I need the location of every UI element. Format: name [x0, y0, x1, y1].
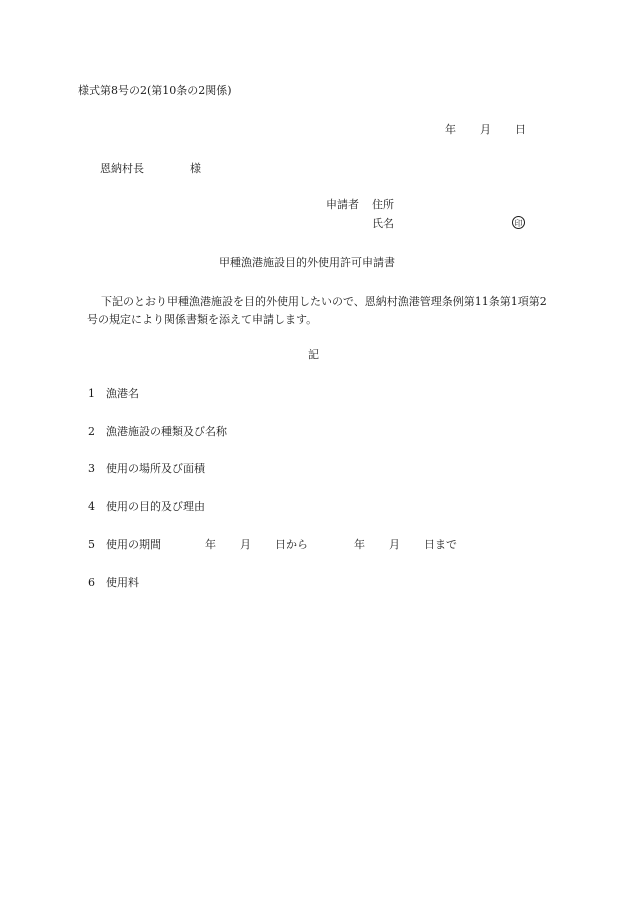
addressee — [100, 162, 201, 176]
item-label: 漁港施設の種類及び名称 — [106, 425, 227, 438]
item-usage-fee — [88, 576, 139, 590]
body-text: 下記のとおり甲種漁港施設を目的外使用したいので、恩納村漁港管理条例第11条第1項第2号の規定により関係書類を添えて申請します。 — [87, 295, 547, 326]
item-number: 4 — [88, 500, 95, 513]
item-label: 漁港名 — [106, 387, 139, 400]
seal-icon: 印 — [512, 216, 525, 229]
date-month: 月 — [480, 123, 491, 136]
period-from-year: 年 — [205, 538, 216, 551]
addressee-honorific: 様 — [190, 162, 201, 175]
item-usage-period — [88, 538, 457, 552]
item-location-area — [88, 462, 205, 476]
period-from-month: 月 — [240, 538, 251, 551]
date-day: 日 — [515, 123, 526, 136]
item-label: 使用の目的及び理由 — [106, 500, 205, 513]
form-number: 様式第8号の2(第10条の2関係) — [78, 84, 232, 97]
item-label: 使用の場所及び面積 — [106, 462, 205, 475]
period-to-year: 年 — [354, 538, 365, 551]
item-number: 6 — [88, 576, 95, 589]
item-number: 1 — [88, 387, 95, 400]
date-year: 年 — [445, 123, 456, 136]
period-to-day: 日まで — [424, 538, 457, 551]
period-to-month: 月 — [389, 538, 400, 551]
addressee-name: 恩納村長 — [100, 162, 144, 175]
name-label: 氏名 — [372, 217, 394, 230]
item-number: 2 — [88, 425, 95, 438]
applicant-label: 申請者 — [326, 198, 359, 211]
item-harbor-name — [88, 387, 139, 401]
address-label: 住所 — [372, 198, 394, 211]
item-label: 使用料 — [106, 576, 139, 589]
ki-heading: 記 — [308, 348, 319, 361]
period-from-day: 日から — [275, 538, 308, 551]
item-facility-type — [88, 425, 227, 439]
item-label: 使用の期間 — [106, 538, 161, 551]
item-purpose-reason — [88, 500, 205, 514]
item-number: 5 — [88, 538, 95, 551]
item-number: 3 — [88, 462, 95, 475]
date-line — [445, 123, 526, 137]
document-title: 甲種漁港施設目的外使用許可申請書 — [219, 256, 395, 269]
